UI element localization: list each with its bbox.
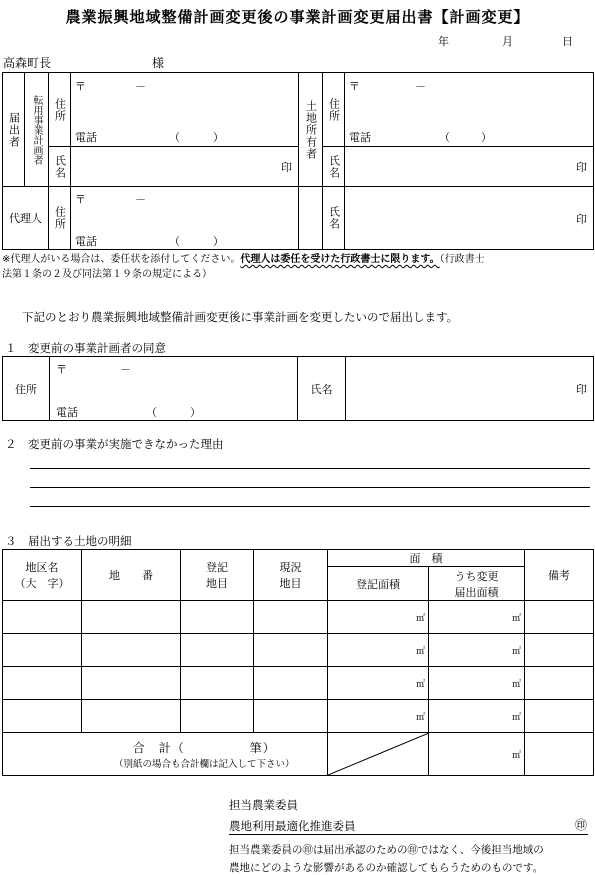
cell-remarks[interactable] <box>525 634 594 667</box>
header-district <box>3 550 82 601</box>
applicant-table <box>2 72 594 250</box>
table-row <box>3 700 594 733</box>
owner-paren-close: ） <box>481 131 492 144</box>
owner-address-label: 住所 <box>327 97 341 122</box>
header-area <box>328 550 525 567</box>
unit-sqm: ㎡ <box>511 646 521 657</box>
cell-change-area[interactable] <box>429 634 525 667</box>
owner-phone-label: 電話 <box>349 131 371 144</box>
reason-line-1[interactable] <box>30 468 590 469</box>
consent-name-label: 氏名 <box>310 382 333 396</box>
document-title: 農業振興地域整備計画変更後の事業計画変更届出書【計画変更】 <box>65 8 530 26</box>
postal-dash: － <box>135 80 146 93</box>
cell-registered-area[interactable] <box>328 634 429 667</box>
total-note: （別紙の場合も合計欄は記入して下さい） <box>113 758 295 770</box>
intro-text: 下記のとおり農業振興地域整備計画変更後に事業計画を変更したいので届出します。 <box>22 310 459 324</box>
owner-name-label-cell <box>323 147 345 187</box>
planner-label-cell <box>25 73 49 187</box>
consent-address-label: 住所 <box>15 382 37 396</box>
cell-lot[interactable] <box>82 601 181 634</box>
header-remarks-label: 備考 <box>548 569 570 582</box>
name-label-cell <box>49 147 71 187</box>
cell-change-area[interactable] <box>429 601 525 634</box>
cell-current-land[interactable] <box>254 601 328 634</box>
cell-remarks[interactable] <box>525 667 594 700</box>
owner-seal: 印 <box>576 161 587 174</box>
consent-table <box>2 356 594 421</box>
unit-sqm: ㎡ <box>511 613 521 624</box>
consent-paren-open: （ <box>146 406 157 419</box>
date-day[interactable]: 日 <box>562 35 573 48</box>
agent-paren-open: （ <box>169 235 180 248</box>
table-row <box>3 667 594 700</box>
signature-line[interactable] <box>229 834 588 835</box>
header-registered-area-label: 登記面積 <box>356 577 400 591</box>
agent-seal: 印 <box>576 213 587 226</box>
header-district-sub: （大 字） <box>14 577 70 590</box>
consent-postal-dash: － <box>120 363 131 376</box>
consent-name-label-cell <box>298 357 346 421</box>
recipient-honorific: 様 <box>152 56 165 70</box>
planner-name-field[interactable] <box>71 147 299 187</box>
consent-phone-label: 電話 <box>56 406 78 419</box>
name-label: 氏名 <box>53 154 67 179</box>
cell-registered-land[interactable] <box>181 667 254 700</box>
header-current-land-1: 現況 <box>279 561 302 574</box>
agent-note-a: ※代理人がいる場合は、委任状を添付してください。 <box>2 254 241 265</box>
consent-seal: 印 <box>576 383 587 396</box>
unit-sqm: ㎡ <box>511 679 521 690</box>
cell-district[interactable] <box>3 700 82 733</box>
promoter-label: 農地利用最適化推進委員 <box>229 819 356 833</box>
cell-current-land[interactable] <box>254 667 328 700</box>
header-area-label: 面 積 <box>409 552 443 565</box>
total-row <box>3 733 594 776</box>
address-label-cell <box>49 73 71 147</box>
table-row <box>3 601 594 634</box>
owner-name-label: 氏名 <box>327 154 341 179</box>
cell-registered-land[interactable] <box>181 700 254 733</box>
agent-postal-mark: 〒 <box>75 193 86 206</box>
cell-remarks[interactable] <box>525 700 594 733</box>
cell-registered-area[interactable] <box>328 601 429 634</box>
agent-phone-label: 電話 <box>75 235 97 248</box>
committee-label: 担当農業委員 <box>229 798 298 812</box>
owner-postal-mark: 〒 <box>349 80 360 93</box>
consent-address-label-cell <box>3 357 50 421</box>
agent-address-label-cell <box>49 187 71 250</box>
diagonal-slash-icon <box>328 733 429 775</box>
paren-close: ） <box>213 131 224 144</box>
footer-note-2: 農地にどのような影響があるのか確認してもらうためのものです。 <box>229 862 544 874</box>
cell-change-area[interactable] <box>429 700 525 733</box>
header-district-label: 地区名 <box>25 561 59 574</box>
unit-sqm: ㎡ <box>415 679 425 690</box>
owner-label: 土地所有者 <box>304 99 318 160</box>
cell-lot[interactable] <box>82 667 181 700</box>
agent-name-field[interactable] <box>345 187 594 250</box>
owner-label-cell <box>299 73 323 187</box>
agent-name-label-cell <box>323 187 345 250</box>
planner-label: 転用事業計画者 <box>31 94 42 165</box>
unit-sqm: ㎡ <box>511 750 521 761</box>
header-change-area-2: 届出面積 <box>454 585 499 599</box>
planner-seal: 印 <box>281 161 292 174</box>
unit-sqm: ㎡ <box>415 712 425 723</box>
agent-note-line1 <box>2 250 485 265</box>
footer-seal: ㊞ <box>575 818 588 832</box>
cell-change-area[interactable] <box>429 667 525 700</box>
cell-registered-land[interactable] <box>181 634 254 667</box>
cell-registered-area[interactable] <box>328 700 429 733</box>
agent-address-field[interactable] <box>71 187 299 250</box>
consent-paren-close: ） <box>190 406 201 419</box>
date-year[interactable]: 年 <box>438 35 449 48</box>
total-registered-area-slashed <box>328 733 429 776</box>
unit-sqm: ㎡ <box>511 712 521 723</box>
cell-registered-land[interactable] <box>181 601 254 634</box>
land-table <box>2 549 594 776</box>
header-current-land <box>254 550 328 601</box>
header-registered-land <box>181 550 254 601</box>
cell-lot[interactable] <box>82 634 181 667</box>
reason-line-2[interactable] <box>30 487 590 488</box>
header-registered-land-1: 登記 <box>206 561 228 574</box>
agent-label: 代理人 <box>9 212 42 225</box>
consent-postal-mark: 〒 <box>56 363 67 376</box>
agent-note-line2: 法第１条の２及び同法第１９条の規定による） <box>2 269 212 280</box>
postal-mark: 〒 <box>75 80 86 93</box>
agent-address-label: 住所 <box>53 206 67 230</box>
agent-note-c: （行政書士 <box>439 254 485 265</box>
total-change-area[interactable] <box>429 733 525 776</box>
owner-name-field[interactable] <box>345 147 594 187</box>
footer-note-1: 担当農業委員の㊞は届出承認のための㊞ではなく、今後担当地域の <box>229 844 544 856</box>
cell-registered-area[interactable] <box>328 667 429 700</box>
consent-name-field[interactable] <box>346 357 594 421</box>
address-label: 住所 <box>53 97 67 122</box>
cell-district[interactable] <box>3 667 82 700</box>
agent-label-cell <box>3 187 49 250</box>
table-row <box>3 634 594 667</box>
section2-heading: ２ 変更前の事業が実施できなかった理由 <box>5 437 224 451</box>
owner-address-label-cell <box>323 73 345 147</box>
planner-address-field[interactable] <box>71 73 299 147</box>
header-registered-land-2: 地目 <box>206 577 228 590</box>
cell-lot[interactable] <box>82 700 181 733</box>
section1-heading: １ 変更前の事業計画者の同意 <box>5 341 166 355</box>
cell-district[interactable] <box>3 601 82 634</box>
total-remarks[interactable] <box>525 733 594 776</box>
cell-current-land[interactable] <box>254 634 328 667</box>
cell-remarks[interactable] <box>525 601 594 634</box>
header-current-land-2: 地目 <box>279 577 302 590</box>
agent-spacer <box>299 187 323 250</box>
paren-open: （ <box>169 131 180 144</box>
agent-paren-close: ） <box>213 235 224 248</box>
cell-current-land[interactable] <box>254 700 328 733</box>
header-remarks <box>525 550 594 601</box>
unit-sqm: ㎡ <box>415 646 425 657</box>
consent-address-field[interactable] <box>50 357 298 421</box>
reason-line-3[interactable] <box>30 506 590 507</box>
total-blank <box>3 733 82 776</box>
header-change-area <box>429 567 525 601</box>
recipient-name: 高森町長 <box>3 56 52 70</box>
header-change-area-1: うち変更 <box>454 569 499 583</box>
phone-label: 電話 <box>75 131 97 144</box>
date-month[interactable]: 月 <box>502 35 513 48</box>
section3-heading: ３ 届出する土地の明細 <box>5 534 132 548</box>
owner-postal-dash: － <box>415 80 426 93</box>
applicant-label: 届出者 <box>7 111 21 148</box>
agent-postal-dash: － <box>135 193 146 206</box>
owner-address-field[interactable] <box>345 73 594 147</box>
applicant-label-cell <box>3 73 25 187</box>
agent-name-label: 氏名 <box>327 206 341 230</box>
owner-paren-open: （ <box>439 131 450 144</box>
header-lot <box>82 550 181 601</box>
header-lot-label: 地 番 <box>109 569 153 582</box>
total-label-cell <box>82 733 328 776</box>
header-registered-area <box>328 567 429 601</box>
total-label: 合 計（ 筆） <box>132 740 276 755</box>
unit-sqm: ㎡ <box>415 613 425 624</box>
cell-district[interactable] <box>3 634 82 667</box>
agent-note-b: 代理人は委任を受けた行政書士に限ります。 <box>240 254 440 265</box>
